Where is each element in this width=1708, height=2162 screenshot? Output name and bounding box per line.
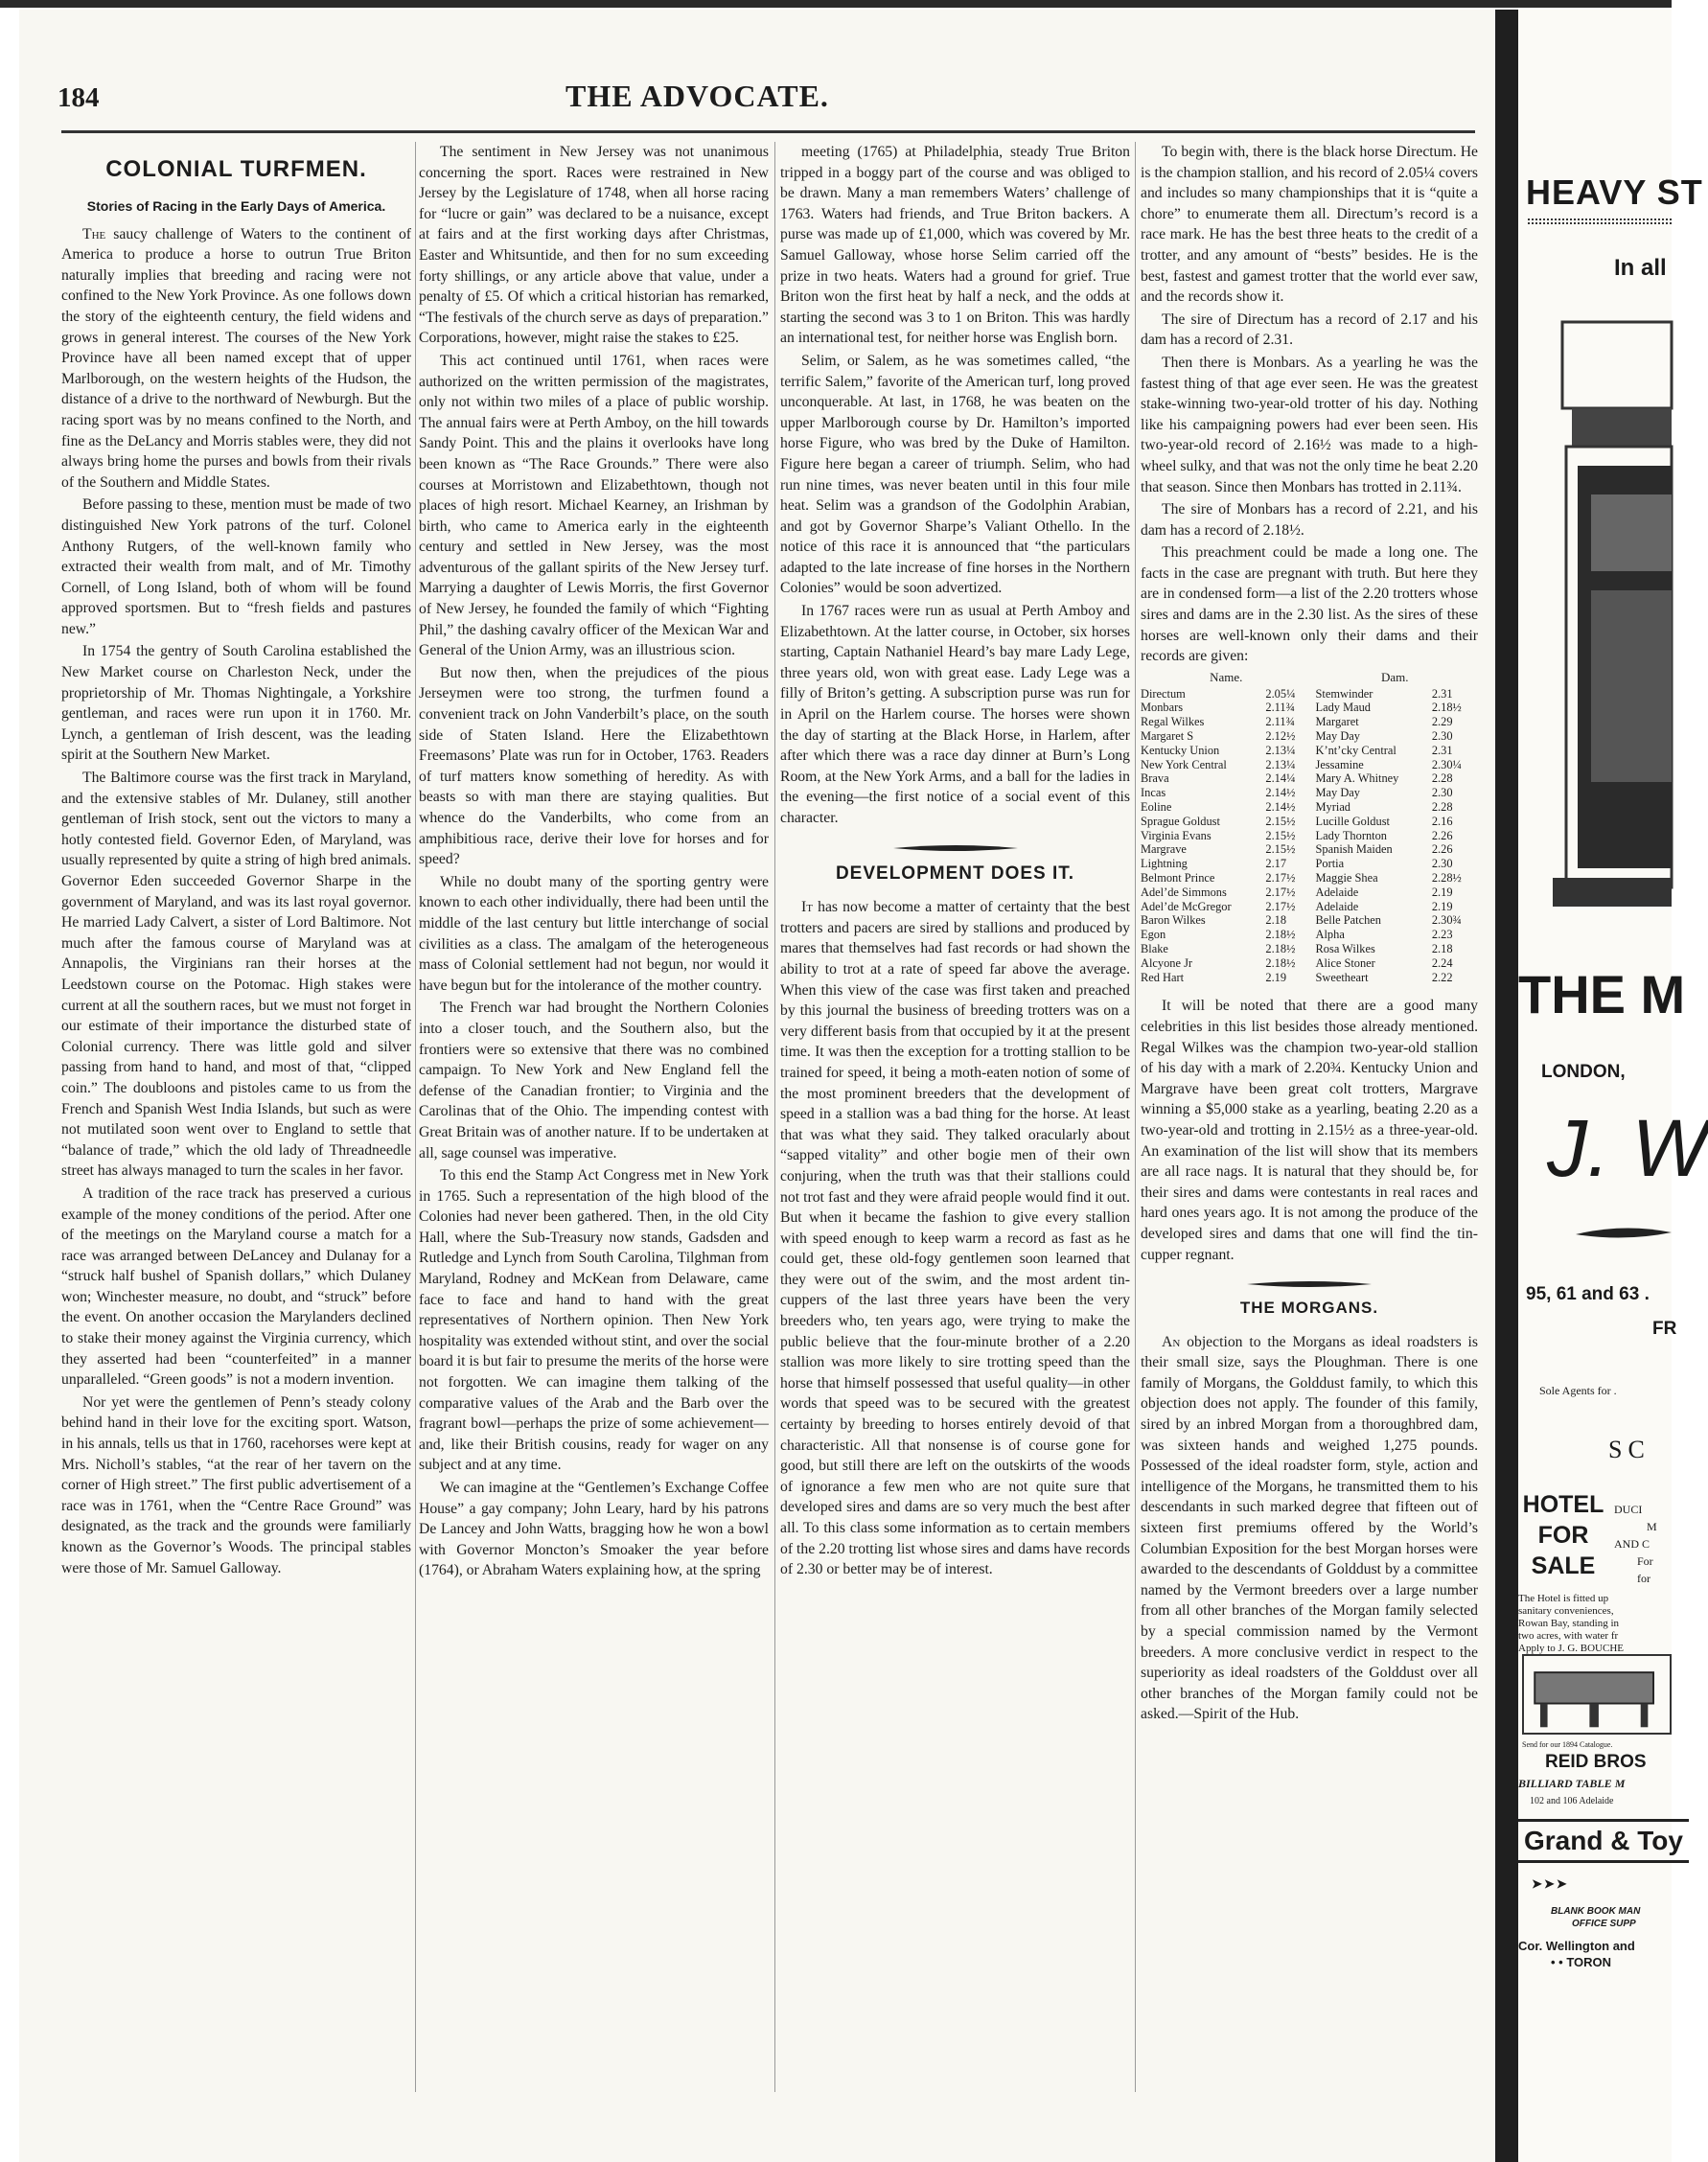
paragraph xyxy=(61,224,411,494)
horse-name: Kentucky Union xyxy=(1141,743,1220,757)
dam-record: 2.30 xyxy=(1431,857,1453,871)
ad-sole-agents: Sole Agents for . xyxy=(1539,1384,1617,1397)
ad-catalogue-note: Send for our 1894 Catalogue. xyxy=(1522,1740,1613,1749)
horse-record: 2.19 xyxy=(1265,970,1287,984)
horse-record: 2.15½ xyxy=(1265,842,1296,857)
paragraph: The sire of Directum has a record of 2.17 and his dam has a record of 2.31. xyxy=(1141,310,1478,349)
horse-record: 2.15½ xyxy=(1265,814,1296,828)
ad-hotel-description xyxy=(1518,1593,1624,1655)
dam-name: Jessamine xyxy=(1315,757,1364,771)
horse-name: New York Central xyxy=(1141,757,1227,771)
dam-name: Maggie Shea xyxy=(1315,871,1378,885)
dam-name: Adelaide xyxy=(1315,885,1359,899)
dam-record: 2.18 xyxy=(1431,941,1453,955)
horse-record: 2.12½ xyxy=(1265,729,1296,744)
dam-record: 2.19 xyxy=(1431,885,1453,899)
horse-record: 2.13¼ xyxy=(1265,743,1296,757)
column-1 xyxy=(61,142,411,2092)
paragraph: The French war had brought the Northern Colonies into a closer touch, and the Southern also, but the frontiers were so extensive that there was no combined campaign. To New York and New England fell the defense of the Canadian frontier; to Virginia and the Carolinas that of the Ohio. The impending contest with Great Britain was of another nature. If to be undertaken at all, sage counsel was imperative. xyxy=(419,1000,769,1162)
paragraph-text: objection to the Morgans as ideal roadsters is their small size, says the Ploughman. There is one family of Morgans, the Golddust family, to which this objection does not apply. The founder of this family, sired by an inbred Morgan from a thoroughbred dam, was sixteen hands and weighed 1,275 pounds. Possessed of the ideal roadster form, style, action and intelligence of the Morgans, he transmitted them to his descendants in such marked degree that fifteen out of sixteen first premiums offered by the World’s Columbian Exposition for the best Morgan horses were awarded to the descendants of Golddust by a committee named by the Vermont breeders over a large number from all other branches of the Morgan family selected by a special commission named by the Vermont breeders. A more conclusive verdict in respect to the superiority as ideal roadsters of the Golddust over all other branches of the Morgan family could not be asked.—Spirit of the Hub. xyxy=(1141,1333,1478,1723)
column-4 xyxy=(1141,142,1478,2092)
paragraph xyxy=(1141,1332,1478,1725)
ad-hotel-text-line: The Hotel is fitted up xyxy=(1518,1593,1609,1604)
paragraph: In 1754 the gentry of South Carolina established the New Market course on Charleston Neck, under the proprietorship of Mr. Thomas Nightingale, a Yorkshire gentleman, and races were run upon it in 1760. Mr. Lynch, a gentleman of Irish descent, was the leading spirit at the Southern New Market. xyxy=(61,643,411,764)
ad-grand-and-toy: Grand & Toy xyxy=(1518,1819,1689,1863)
paragraph-text: saucy challenge of Waters to the continent of America to produce a horse to outrun True Briton naturally implies that breeding and racing were not confined to the New York Province. As one follows down the story of the eighteenth century, the field widens and grows in general interest. The courses of the New York Province have all been named except that of upper Marlborough, on the western heights of the Hudson, the distance of a drive to the northward of Newburgh. But the racing sport was by no means confined to the North, and fine as the DeLancy and Morris stables were, they did not always bring home the purses and bowls from their rivals of the Southern and Middle States. xyxy=(61,225,412,491)
dam-record: 2.30 xyxy=(1431,729,1453,744)
machine-illustration xyxy=(1553,303,1672,916)
horse-name: Adel’de McGregor xyxy=(1141,899,1232,913)
ad-in-all: In all xyxy=(1614,255,1667,281)
ad-london: LONDON, xyxy=(1541,1062,1626,1082)
table-row xyxy=(1141,871,1478,886)
table-row xyxy=(1141,913,1478,928)
table-row xyxy=(1141,758,1478,772)
ad-the-m: THE M xyxy=(1518,964,1686,1024)
paragraph: meeting (1765) at Philadelphia, steady True Briton tripped in a boggy part of the course and was obliged to be drawn. Many a man remembers Waters’ challenge of 1763. Waters had friends, and True Briton backers. A purse was made up of £1,000, which was covered by Mr. Samuel Galloway, whose horse Selim carried off the prize in two heats. Waters had a ground for grief. True Briton won the first heat by half a neck, and the odds at starting the second was 3 to 1 on Briton. This was hardly an international test, for neither horse was English born. xyxy=(780,144,1130,347)
paragraph: It will be noted that there are a good many celebrities in this list besides those already mentioned. Regal Wilkes was the champion two-year-old stallion of his day with a mark of 2.20¾. Kentucky Union and Margrave have been great colt trotters, Margrave winning a $5,000 stake as a yearling, beating 2.20 as a two-year-old and trotting in 2.15½ as a three-year-old. An examination of the list will show that its members are all race nags. It is natural that they should be, for their sires and dams were contestants in real races and hard ones years ago. It is not among the produce of the developed sires and dams that one will find the tin-cupper regnant. xyxy=(1141,998,1478,1263)
ad-arrow-ornament: ➤➤➤ xyxy=(1532,1876,1569,1891)
horse-record: 2.17½ xyxy=(1265,885,1296,899)
dam-record: 2.31 xyxy=(1431,743,1453,757)
ad-hotel-text-line: sanitary conveniences, xyxy=(1518,1605,1614,1617)
ad-blank-line: BLANK BOOK MAN xyxy=(1551,1906,1641,1917)
dam-record: 2.23 xyxy=(1431,928,1453,942)
table-row xyxy=(1141,815,1478,829)
dam-name: Rosa Wilkes xyxy=(1315,941,1375,955)
billiard-table-illustration xyxy=(1522,1654,1672,1735)
horse-name: Baron Wilkes xyxy=(1141,913,1206,928)
horse-record: 2.11¾ xyxy=(1265,715,1295,729)
dam-name: Sweetheart xyxy=(1315,970,1369,984)
ad-swoosh-ornament xyxy=(1576,1219,1672,1248)
table-row xyxy=(1141,786,1478,800)
dam-name: Alice Stoner xyxy=(1315,955,1375,970)
paragraph: Then there is Monbars. As a yearling he was the fastest thing of that age ever seen. He was the greatest stake-winning two-year-old trotter of his day. Nothing like his campaigning powers had ever been seen. His two-year-old record of 2.16½ was made to a high-wheel sulky, and that was not the only time he beat 2.20 that season. Since then Monbars has trotted in 2.11¾. xyxy=(1141,354,1478,495)
scan-top-edge xyxy=(0,0,1672,8)
horse-record: 2.13¼ xyxy=(1265,757,1296,771)
paragraph xyxy=(780,897,1130,1580)
paragraph: We can imagine at the “Gentlemen’s Exchange Coffee House” a gay company; John Leary, hard by his patrons De Lancey and John Watts, bragging how he won a bowl with Governor Moncton’s Smoaker the year before (1764), or Abraham Waters explaining how, at the spring xyxy=(419,1480,769,1579)
ad-billiard-table: BILLIARD TABLE M xyxy=(1518,1777,1626,1790)
horse-name: Adel’de Simmons xyxy=(1141,885,1227,899)
ad-duc-line: for xyxy=(1637,1572,1650,1585)
horse-record: 2.14½ xyxy=(1265,800,1296,815)
paragraph: To this end the Stamp Act Congress met in New York in 1765. Such a representation of the high blood of the Colonies had never been gathered. Then, in the old City Hall, where the Sub-Treasury now stands, Gadsden and Rutledge and Lynch from South Carolina, Tilghman from Maryland, Rodney and McKean from Delaware, came face to face and hand to hand with the great representatives of Northern opinion. Then New York hospitality was extended without stint, and over the social board it is but fair to presume the merits of the horse were not forgotten. We can imagine them talking of the comparative values of the Arab and the Barb over the fragrant bowl—perhaps the prize of some achievement—and, like their British cousins, ready for wager on any subject and at any time. xyxy=(419,1167,769,1474)
column-rule xyxy=(774,142,775,2092)
column-2 xyxy=(419,142,769,2092)
table-row xyxy=(1141,744,1478,758)
dam-name: Lady Maud xyxy=(1315,701,1371,715)
horse-record: 2.05¼ xyxy=(1265,686,1296,701)
dam-record: 2.24 xyxy=(1431,955,1453,970)
article-title: THE MORGANS. xyxy=(1239,1299,1379,1318)
ad-duc-line: M xyxy=(1647,1520,1657,1533)
dam-name: Adelaide xyxy=(1315,899,1359,913)
horse-record: 2.11¾ xyxy=(1265,701,1295,715)
dam-record: 2.28½ xyxy=(1431,871,1462,885)
page-gutter xyxy=(1495,10,1518,2162)
horse-name: Sprague Goldust xyxy=(1141,814,1220,828)
ad-fr: FR xyxy=(1652,1319,1677,1339)
ad-hotel-for-sale xyxy=(1518,1489,1608,1581)
dam-name: Portia xyxy=(1315,857,1345,871)
ad-hotel-text-line: Rowan Bay, standing in xyxy=(1518,1618,1619,1629)
ad-duc-line: DUCI xyxy=(1614,1503,1643,1516)
ad-heavy-headline: HEAVY ST xyxy=(1526,172,1703,212)
dam-name: Mary A. Whitney xyxy=(1315,771,1399,786)
paragraph: To begin with, there is the black horse Directum. He is the champion stallion, and his record of 2.05¼ covers and includes so many championships that it is “quite a chore” to enumerate them all. Directum’s record is a race mark. He has the best three heats to the credit of a trotter, and any amount of “bests” besides. He is the best, fastest and gamest trotter that the world ever saw, and the records show it. xyxy=(1141,144,1478,306)
horse-record: 2.18½ xyxy=(1265,928,1296,942)
ad-address: 95, 61 and 63 . xyxy=(1526,1284,1650,1304)
dam-record: 2.30¼ xyxy=(1431,757,1462,771)
horse-name: Belmont Prince xyxy=(1141,871,1215,885)
horse-name: Alcyone Jr xyxy=(1141,955,1193,970)
table-row xyxy=(1141,942,1478,956)
horse-name: Brava xyxy=(1141,771,1169,786)
dam-name: May Day xyxy=(1315,786,1360,800)
ad-duc-line: AND C xyxy=(1614,1537,1650,1551)
dam-record: 2.28 xyxy=(1431,800,1453,815)
ad-hotel-line: SALE xyxy=(1531,1552,1596,1579)
paragraph: Selim, or Salem, as he was sometimes called, “the terrific Salem,” favorite of the American turf, long proved unconquerable. At last, in 1768, he was beaten on the upper Marlborough course by Dr. Hamilton’s imported horse Figure, who was bred by the Duke of Hamilton. Figure here began a career of triumph. Selim, who had run nine times, was never beaten until in this four mile heat. Selim was a grandson of the Godolphin Arabian, and got by Governor Sharpe’s Valiant Othello. In the notice of this race it is announced that “the particulars adapted to the late increase of fine horses in the Northern Colonies” would be soon advertized. xyxy=(780,352,1130,597)
horse-name: Incas xyxy=(1141,786,1166,800)
ad-reid-bros: REID BROS xyxy=(1545,1752,1647,1772)
ad-duc-text xyxy=(1614,1501,1657,1587)
table-row xyxy=(1141,687,1478,702)
horse-name: Regal Wilkes xyxy=(1141,715,1205,729)
table-row xyxy=(1141,771,1478,786)
dam-record: 2.16 xyxy=(1431,814,1453,828)
paragraph: Before passing to these, mention must be made of two distinguished New York patrons of the turf. Colonel Anthony Rutgers, of the well-known family who extracted their wealth from malt, and of Mr. Timothy Cornell, of Long Island, both of whom will be found approved sportsmen. But to “fresh fields and pastures new.” xyxy=(61,496,411,637)
ad-jw: J. W xyxy=(1547,1103,1708,1193)
paragraph-text: has now become a matter of certainty that the best trotters and pacers are sired by stallions and produced by mares that themselves had fast records or had shown the ability to trot at a rate of speed far above the average. When this view of the case was first taken and preached by this journal the business of breeding trotters was on a very different basis from that occupied by it at the present time. It was then the exception for a trotting stallion to be trained for speed, it being a moth-eaten notion of some of the most prominent breeders that the development of speed in a stallion was a bad thing for the horse. At least that was what they said. They talked oracularly about “sapped vitality” and other bogie men of their own conjuring, when the truth was that their stallions could not trot fast and they were afraid people would find it out. But when it became the fashion to give every stallion with speed enough to keep warm a record as fast as he could get, these old-fogy gentlemen soon learned that they were out of the swim, and the most ardent tin-cuppers of the last three years have been the very breeders who, ten years ago, were trying to make the public believe that the four-minute brother of a 2.20 stallion was more likely to sire trotting speed than the horse that himself possessed that useful quality—in other words that speed was to be secured with the greatest certainty by breeding to horses entirely devoid of that characteristic. All that nonsense is of course gone for good, but still there are left on the outskirts of the woods of ignorance a few men who are not quite sure that developed sires and dams are so very much the best after all. To this class some information as to certain members of the 2.20 trotting list whose sires and dams have records of 2.30 or better may be of interest. xyxy=(780,899,1130,1578)
article-subtitle: Stories of Racing in the Early Days of America. xyxy=(86,197,386,214)
table-row xyxy=(1141,956,1478,971)
ad-wellington-address xyxy=(1518,1938,1635,1970)
dam-name: May Day xyxy=(1315,729,1360,744)
horse-record: 2.14¼ xyxy=(1265,771,1296,786)
ad-wellington-line: Cor. Wellington and xyxy=(1518,1939,1635,1953)
header-rule xyxy=(61,130,1475,133)
column-rule xyxy=(1135,142,1136,2092)
dam-name: Lucille Goldust xyxy=(1315,814,1390,828)
trotters-table xyxy=(1141,671,1478,985)
paragraph: The sentiment in New Jersey was not unanimous concerning the sport. Races were restrained in New Jersey by the Legislature of 1748, when all horse racing for “lucre or gain” was declared to be a nuisance, except at fairs and at the first working days after Christmas, Easter and Whitsuntide, and then for no sum exceeding forty shillings, or any article above that value, under a penalty of £5. Of which a critical historian has remarked, “The festivals of the church serve as days of preparation.” Corporations, however, might raise the stakes to £25. xyxy=(419,144,769,347)
dam-name: Stemwinder xyxy=(1315,686,1373,701)
dam-record: 2.31 xyxy=(1431,686,1453,701)
horse-name: Red Hart xyxy=(1141,970,1185,984)
column-rule xyxy=(415,142,416,2092)
advertising-page xyxy=(1518,10,1708,2162)
ad-blank-book xyxy=(1551,1905,1640,1930)
dam-name: Belle Patchen xyxy=(1315,913,1382,928)
dam-record: 2.19 xyxy=(1431,899,1453,913)
dam-record: 2.26 xyxy=(1431,842,1453,857)
dam-name: Myriad xyxy=(1315,800,1351,815)
table-row xyxy=(1141,900,1478,914)
paragraph: While no doubt many of the sporting gentry were known to each other individually, there had been until the middle of the last century but little interchange of social civilities as a class. The amalgam of the heterogeneous mass of Colonial settlement had not begun, nor would it have begun but for the intolerance of the mother country. xyxy=(419,873,769,994)
horse-record: 2.14½ xyxy=(1265,786,1296,800)
horse-name: Egon xyxy=(1141,928,1166,942)
horse-record: 2.17½ xyxy=(1265,899,1296,913)
lead-word: The xyxy=(82,225,106,242)
table-row xyxy=(1141,842,1478,857)
ad-sc: SC xyxy=(1608,1436,1650,1463)
horse-name: Margrave xyxy=(1141,842,1187,857)
paragraph: This act continued until 1761, when races were authorized on the written permission of the magistrates, only not within two miles of a place of public worship. The annual fairs were at Perth Amboy, on the hill towards Sandy Point. This and the plains it overlooks have long been known as “The Race Grounds.” There were also courses at Morristown and Elizabethtown, though not places of high resort. Michael Kearney, an Irishman by birth, who came to America early in the eighteenth century and settled in New Jersey, was the most adventurous of the gallant spirits of the New Jersey turf. Marrying a daughter of Lewis Morris, the first Governor of New Jersey, he founded the family of which “Fighting Phil,” the dashing cavalry officer of the Mexican War and General of the Union Army, was an illustrious scion. xyxy=(419,352,769,659)
paragraph: The sire of Monbars has a record of 2.21, and his dam has a record of 2.18½. xyxy=(1141,501,1478,539)
dam-record: 2.30¾ xyxy=(1431,913,1462,928)
table-row xyxy=(1141,857,1478,871)
paragraph: This preachment could be made a long one. The facts in the case are pregnant with truth. But here they are in condensed form—a list of the 2.20 trotters whose sires and dams are in the 2.30 list. As the sires of these horses are well-known only their dams and their records are given: xyxy=(1141,544,1478,665)
table-header-dam: Dam. xyxy=(1381,669,1409,684)
ad-adelaide-address: 102 and 106 Adelaide xyxy=(1530,1796,1614,1806)
horse-record: 2.15½ xyxy=(1265,828,1296,842)
lead-word: An xyxy=(1162,1333,1181,1350)
table-row xyxy=(1141,829,1478,843)
horse-record: 2.18 xyxy=(1265,913,1287,928)
horse-name: Lightning xyxy=(1141,857,1188,871)
dam-name: K’nt’cky Central xyxy=(1315,743,1396,757)
horse-name: Blake xyxy=(1141,941,1168,955)
table-row xyxy=(1141,886,1478,900)
paragraph: The Baltimore course was the first track in Maryland, and the extensive stables of Mr. Dulaney, still another gentleman of Irish stock, sent out the victors to many a hotly contested field. Governor Eden, of Maryland, was usually represented by quite a string of high bred animals. Governor Eden succeeded Governor Sharpe in the government of Maryland, and was its last royal governor. He married Lady Calvert, a sister of Lord Baltimore. Not much after the famous course of Maryland was at Annapolis, the Virginians ran their horses at the Leedstown course on the Potomac. High stakes were current at all the southern races, but we must not forget in our estimate of their importance the disturbed state of Colonial currency. There was little gold and silver passing from hand to hand, and most of that, “clipped coin.” The doubloons and pistoles came to us from the French and Spanish West India Islands, but such as were not mutilated soon went over to England to settle that “balance of trade,” which the old lady of Threadneedle street has always managed to turn the scales in her favor. xyxy=(61,770,411,1180)
column-3 xyxy=(780,142,1130,2092)
ad-dotted-rule xyxy=(1528,218,1672,224)
paragraph: But now then, when the prejudices of the pious Jerseymen were too strong, the turfmen found a convenient track on John Vanderbilt’s place, on the south side of Staten Island. Here the Elizabethtown Freemasons’ Plate was run for in October, 1763. Readers of turf matters know something of heredity. As with beasts so with man there are staying qualities. But whence do the Vanderbilts, who come from an amphibitious race, derive their love for horses and for speed? xyxy=(419,664,769,868)
section-ornament xyxy=(1247,1278,1372,1290)
dam-name: Margaret xyxy=(1315,715,1359,729)
dam-record: 2.30 xyxy=(1431,786,1453,800)
ad-wellington-line: • • TORON xyxy=(1551,1955,1612,1969)
table-header-name: Name. xyxy=(1210,669,1243,684)
ad-duc-line: For xyxy=(1637,1554,1653,1568)
ad-hotel-text-line: Apply to J. G. BOUCHE xyxy=(1518,1643,1625,1654)
article-title: COLONIAL TURFMEN. xyxy=(105,156,367,182)
ad-blank-line: OFFICE SUPP xyxy=(1572,1919,1636,1929)
horse-name: Monbars xyxy=(1141,701,1184,715)
article-title: DEVELOPMENT DOES IT. xyxy=(835,862,1075,884)
ad-hotel-line: HOTEL xyxy=(1522,1491,1604,1518)
dam-record: 2.28 xyxy=(1431,771,1453,786)
dam-record: 2.26 xyxy=(1431,828,1453,842)
ad-hotel-line: FOR xyxy=(1537,1522,1589,1549)
horse-record: 2.18½ xyxy=(1265,955,1296,970)
horse-name: Directum xyxy=(1141,686,1186,701)
table-row xyxy=(1141,928,1478,942)
dam-record: 2.29 xyxy=(1431,715,1453,729)
dam-name: Lady Thornton xyxy=(1315,828,1387,842)
table-row xyxy=(1141,800,1478,815)
paragraph: Nor yet were the gentlemen of Penn’s steady colony behind hand in their love for the exciting sport. Watson, in his annals, tells us that in 1760, racehorses were kept at Mrs. Nicholl’s stables, “at the rear of her tavern on the corner of High street.” The first public advertisement of a race was in 1761, when the “Centre Race Ground” was designated, as the track and the grounds were familiarly known as the Governor’s Woods. The principal stables were those of Mr. Samuel Galloway. xyxy=(61,1393,411,1576)
dam-record: 2.18½ xyxy=(1431,701,1462,715)
horse-record: 2.17½ xyxy=(1265,871,1296,885)
dam-name: Alpha xyxy=(1315,928,1345,942)
page-number: 184 xyxy=(58,82,100,113)
horse-record: 2.17 xyxy=(1265,857,1287,871)
dam-record: 2.22 xyxy=(1431,970,1453,984)
section-ornament xyxy=(893,842,1018,854)
horse-name: Virginia Evans xyxy=(1141,828,1212,842)
table-row xyxy=(1141,701,1478,715)
dam-name: Spanish Maiden xyxy=(1315,842,1393,857)
horse-record: 2.18½ xyxy=(1265,941,1296,955)
table-row xyxy=(1141,971,1478,985)
horse-name: Eoline xyxy=(1141,800,1172,815)
ad-hotel-text-line: two acres, with water fr xyxy=(1518,1630,1619,1642)
running-head: THE ADVOCATE. xyxy=(565,79,829,113)
paragraph: In 1767 races were run as usual at Perth Amboy and Elizabethtown. At the latter course, in October, six horses starting, Captain Nathaniel Heard’s bay mare Lady Lege, three years old, won with great ease. Lady Lege was a filly of Briton’s getting. A subscription purse was run for in April on the Harlem course. The horses were shown the day of starting at the Black Horse, in Harlem, after after which there was a race day dinner at Burn’s Long Room, at the New York Arms, and a ball for the ladies in the evening—the first notice of a social event of this character. xyxy=(780,603,1130,826)
lead-word: It xyxy=(801,899,813,916)
horse-name: Margaret S xyxy=(1141,729,1194,744)
table-row xyxy=(1141,729,1478,744)
paragraph: A tradition of the race track has preserved a curious example of the money conditions of the period. After one of the meetings on the Maryland course a match for a race was arranged between DeLancey and Dulanay for a “struck half bushel of Spanish dollars,” which Dulaney won; Winchester measure, no doubt, and “struck” before the event. On another occasion the Marylanders declined to stake their money against the Virginia currency, which they asserted had been “counterfeited” in a manner unparalleled. “Green goods” is not a modern invention. xyxy=(61,1184,411,1389)
table-row xyxy=(1141,715,1478,729)
